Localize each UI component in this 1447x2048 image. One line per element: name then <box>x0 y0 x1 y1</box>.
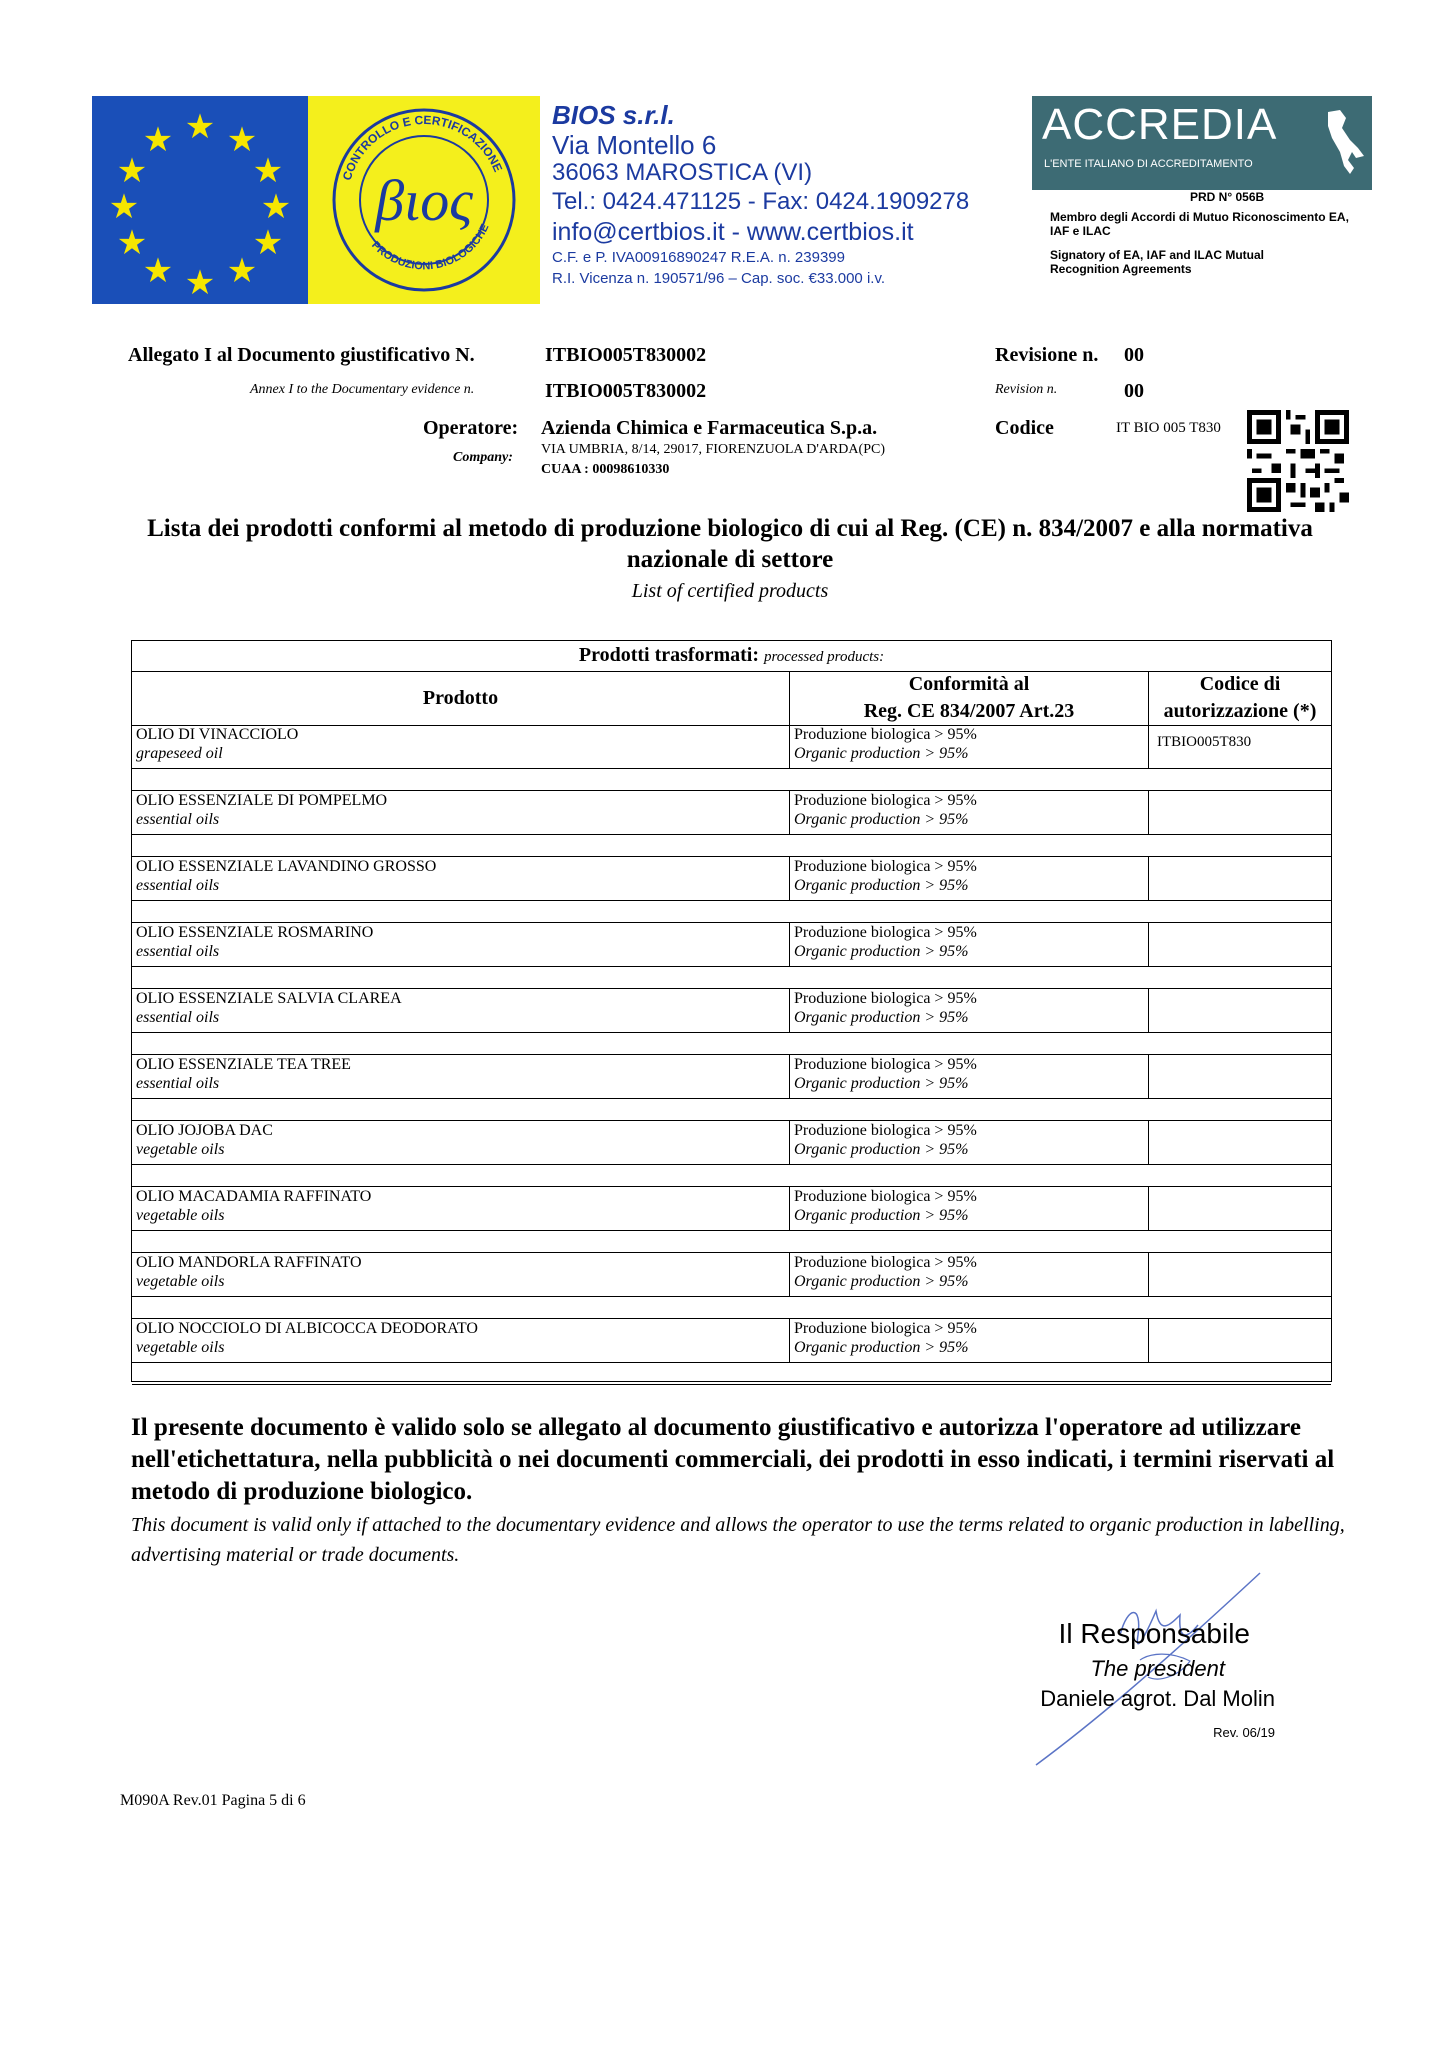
product-cell <box>132 1121 789 1165</box>
conformity-it: Produzione biologica > 95% <box>794 990 977 1007</box>
product-name: OLIO MANDORLA RAFFINATO <box>136 1254 362 1271</box>
accredia-mutual-en: Signatory of EA, IAF and ILAC Mutual Recognition Agreements <box>1050 248 1264 276</box>
auth-code-cell <box>1148 1055 1331 1099</box>
product-category: essential oils <box>136 877 220 894</box>
product-name: OLIO ESSENZIALE TEA TREE <box>136 1056 351 1073</box>
validity-statement-it: Il presente documento è valido solo se allegato al documento giustificativo e autorizza l'operatore ad utilizzare nell'etichettatura, nella pubblicità o nei documenti commerciali, dei prodotti in esso indicati, i termini riservati al metodo di produzione biologico. <box>131 1414 1335 1505</box>
auth-code: ITBIO005T830 <box>1157 734 1252 750</box>
row-spacer <box>132 835 1331 857</box>
annex-label-en: Annex I to the Documentary evidence n. <box>250 382 475 397</box>
doc-number-en: ITBIO005T830002 <box>545 380 707 402</box>
product-cell <box>132 1187 789 1231</box>
operator-name: Azienda Chimica e Farmaceutica S.p.a. <box>541 417 878 439</box>
conformity-en: Organic production > 95% <box>794 1339 969 1356</box>
header-auth-code-line2: autorizzazione (*) <box>1163 700 1317 722</box>
conformity-cell <box>789 857 1148 901</box>
table-row <box>132 923 1331 989</box>
product-name: OLIO NOCCIOLO DI ALBICOCCA DEODORATO <box>136 1320 478 1337</box>
product-category: essential oils <box>136 811 220 828</box>
code-label: Codice <box>995 417 1054 439</box>
product-name: OLIO JOJOBA DAC <box>136 1122 273 1139</box>
validity-statement-en: This document is valid only if attached to the documentary evidence and allows the operator to use the terms related to organic production in labelling, advertising material or trade documents. <box>131 1514 1345 1566</box>
svg-text:★: ★ <box>108 187 140 227</box>
signature-name: Daniele agrot. Dal Molin <box>1040 1686 1275 1711</box>
code-value: IT BIO 005 T830 <box>1116 420 1221 436</box>
auth-code-cell <box>1148 1319 1331 1363</box>
conformity-it: Produzione biologica > 95% <box>794 1188 977 1205</box>
product-category: vegetable oils <box>136 1273 225 1290</box>
svg-text:★: ★ <box>116 151 148 191</box>
auth-code-cell <box>1148 989 1331 1033</box>
bios-web: info@certbios.it - www.certbios.it <box>552 218 914 246</box>
row-spacer <box>132 1363 1331 1385</box>
svg-text:★: ★ <box>226 120 258 160</box>
table-row <box>132 1055 1331 1121</box>
row-spacer <box>132 769 1331 791</box>
product-name: OLIO ESSENZIALE DI POMPELMO <box>136 792 388 809</box>
product-cell <box>132 989 789 1033</box>
operator-address: VIA UMBRIA, 8/14, 29017, FIORENZUOLA D'ARDA(PC) <box>541 442 885 457</box>
conformity-it: Produzione biologica > 95% <box>794 1056 977 1073</box>
bios-address-line2: 36063 MAROSTICA (VI) <box>552 159 813 186</box>
conformity-en: Organic production > 95% <box>794 1075 969 1092</box>
product-category: essential oils <box>136 943 220 960</box>
conformity-it: Produzione biologica > 95% <box>794 792 977 809</box>
bios-company-name: BIOS s.r.l. <box>552 100 675 130</box>
conformity-it: Produzione biologica > 95% <box>794 924 977 941</box>
conformity-it: Produzione biologica > 95% <box>794 1320 977 1337</box>
svg-text:★: ★ <box>226 251 258 291</box>
table-row <box>132 791 1331 857</box>
product-category: grapeseed oil <box>136 745 223 762</box>
header-auth-code <box>1148 671 1331 725</box>
conformity-cell <box>789 1319 1148 1363</box>
conformity-cell <box>789 791 1148 835</box>
conformity-cell <box>789 725 1148 769</box>
signature-role-en: The president <box>1090 1656 1225 1681</box>
row-spacer <box>132 1231 1331 1253</box>
svg-text:★: ★ <box>184 263 216 303</box>
svg-text:★: ★ <box>142 251 174 291</box>
operator-label: Operatore: <box>423 417 519 439</box>
product-cell <box>132 923 789 967</box>
product-category: essential oils <box>136 1075 220 1092</box>
accredia-prd: PRD N° 056B <box>1190 190 1265 204</box>
bios-logo-wordmark: βιος <box>375 168 473 233</box>
qr-code-icon <box>1246 410 1350 512</box>
table-row <box>132 1187 1331 1253</box>
conformity-en: Organic production > 95% <box>794 943 969 960</box>
conformity-cell <box>789 1253 1148 1297</box>
row-spacer <box>132 1033 1331 1055</box>
svg-text:★: ★ <box>252 151 284 191</box>
header-conformity <box>789 671 1148 725</box>
product-cell <box>132 1253 789 1297</box>
table-row <box>132 1319 1331 1385</box>
bios-ring-top-text: CONTROLLO E CERTIFICAZIONE <box>339 112 506 183</box>
table-row <box>132 989 1331 1055</box>
table-caption-bold: Prodotti trasformati: <box>578 644 759 666</box>
eu-flag-logo <box>92 96 308 304</box>
doc-number: ITBIO005T830002 <box>545 344 707 366</box>
revision-label: Revisione n. <box>995 344 1099 366</box>
product-name: OLIO MACADAMIA RAFFINATO <box>136 1188 372 1205</box>
conformity-en: Organic production > 95% <box>794 1273 969 1290</box>
header-product: Prodotto <box>422 687 499 709</box>
row-spacer <box>132 967 1331 989</box>
signature-role-it: Il Responsabile <box>1058 1618 1250 1649</box>
bios-logo <box>308 96 540 304</box>
italy-map-icon <box>1322 108 1366 178</box>
page-title: Lista dei prodotti conformi al metodo di produzione biologico di cui al Reg. (CE) n. 834/2007 e alla normativa nazionale di settore <box>147 515 1313 573</box>
row-spacer <box>132 901 1331 923</box>
auth-code-cell <box>1148 1253 1331 1297</box>
conformity-cell <box>789 1055 1148 1099</box>
products-table <box>131 640 1332 1382</box>
header-conformity-line2: Reg. CE 834/2007 Art.23 <box>863 700 1075 722</box>
auth-code-cell <box>1148 725 1331 769</box>
product-cell <box>132 791 789 835</box>
accredia-name: ACCREDIA <box>1042 100 1278 149</box>
bios-phone: Tel.: 0424.471125 - Fax: 0424.1909278 <box>552 188 970 215</box>
auth-code-cell <box>1148 1121 1331 1165</box>
bios-registry: R.I. Vicenza n. 190571/96 – Cap. soc. €33.000 i.v. <box>552 270 885 287</box>
auth-code-cell <box>1148 791 1331 835</box>
product-cell <box>132 1319 789 1363</box>
bios-ring-bottom-text: PRODUZIONI BIOLOGICHE <box>369 222 492 273</box>
svg-text:★: ★ <box>184 107 216 147</box>
table-row <box>132 725 1331 791</box>
product-name: OLIO ESSENZIALE SALVIA CLAREA <box>136 990 402 1007</box>
header-conformity-line1: Conformità al <box>908 673 1030 695</box>
conformity-it: Produzione biologica > 95% <box>794 1122 977 1139</box>
conformity-it: Produzione biologica > 95% <box>794 858 977 875</box>
row-spacer <box>132 1297 1331 1319</box>
conformity-en: Organic production > 95% <box>794 745 969 762</box>
accredia-tagline: L'ENTE ITALIANO DI ACCREDITAMENTO <box>1044 158 1253 170</box>
table-row <box>132 1253 1331 1319</box>
bios-address-line1: Via Montello 6 <box>552 130 717 160</box>
revision-value: 00 <box>1124 344 1144 366</box>
row-spacer <box>132 1099 1331 1121</box>
product-cell <box>132 1055 789 1099</box>
conformity-en: Organic production > 95% <box>794 877 969 894</box>
conformity-it: Produzione biologica > 95% <box>794 1254 977 1271</box>
conformity-cell <box>789 989 1148 1033</box>
auth-code-cell <box>1148 857 1331 901</box>
conformity-en: Organic production > 95% <box>794 1207 969 1224</box>
annex-label: Allegato I al Documento giustificativo N. <box>128 344 475 366</box>
product-category: essential oils <box>136 1009 220 1026</box>
product-category: vegetable oils <box>136 1141 225 1158</box>
product-cell <box>132 725 789 769</box>
auth-code-cell <box>1148 1187 1331 1231</box>
table-row <box>132 1121 1331 1187</box>
revision-label-en: Revision n. <box>995 382 1058 397</box>
eu-stars-icon <box>92 96 308 304</box>
svg-text:★: ★ <box>116 223 148 263</box>
product-name: OLIO DI VINACCIOLO <box>136 726 299 743</box>
table-caption <box>132 641 1331 672</box>
bios-tax-info: C.F. e P. IVA00916890247 R.E.A. n. 239399 <box>552 249 845 266</box>
accredia-logo <box>1032 96 1372 190</box>
svg-text:★: ★ <box>260 187 292 227</box>
conformity-en: Organic production > 95% <box>794 1009 969 1026</box>
conformity-cell <box>789 1121 1148 1165</box>
conformity-en: Organic production > 95% <box>794 1141 969 1158</box>
bios-contact-block <box>552 100 1032 310</box>
operator-label-en: Company: <box>453 450 513 465</box>
accredia-details <box>1050 190 1390 276</box>
product-name: OLIO ESSENZIALE ROSMARINO <box>136 924 374 941</box>
table-row <box>132 857 1331 923</box>
revision-value-en: 00 <box>1124 380 1144 402</box>
table-header <box>132 671 1331 726</box>
row-spacer <box>132 1165 1331 1187</box>
bios-emblem-icon <box>308 96 540 304</box>
conformity-en: Organic production > 95% <box>794 811 969 828</box>
product-category: vegetable oils <box>136 1207 225 1224</box>
conformity-cell <box>789 923 1148 967</box>
operator-cuaa: CUAA : 00098610330 <box>541 462 670 477</box>
product-cell <box>132 857 789 901</box>
svg-text:★: ★ <box>142 120 174 160</box>
page-subtitle: List of certified products <box>631 580 829 602</box>
page-footer: M090A Rev.01 Pagina 5 di 6 <box>120 1792 306 1809</box>
table-caption-en: processed products: <box>764 649 885 665</box>
signature-rev: Rev. 06/19 <box>1213 1725 1275 1740</box>
product-category: vegetable oils <box>136 1339 225 1356</box>
accredia-mutual-it: Membro degli Accordi di Mutuo Riconoscimento EA, IAF e ILAC <box>1050 210 1349 238</box>
auth-code-cell <box>1148 923 1331 967</box>
conformity-cell <box>789 1187 1148 1231</box>
product-name: OLIO ESSENZIALE LAVANDINO GROSSO <box>136 858 437 875</box>
header-auth-code-line1: Codice di <box>1199 673 1281 695</box>
conformity-it: Produzione biologica > 95% <box>794 726 977 743</box>
svg-text:★: ★ <box>252 223 284 263</box>
